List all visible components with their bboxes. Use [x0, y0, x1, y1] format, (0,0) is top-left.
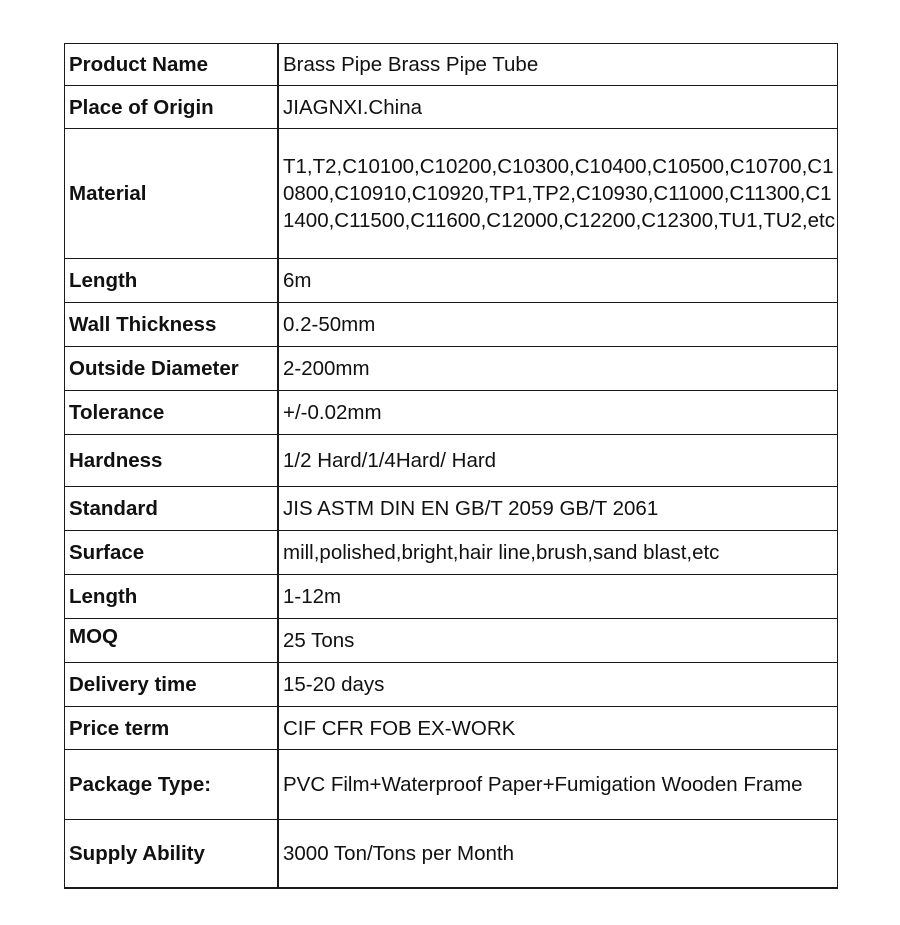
row-label: Delivery time [65, 663, 279, 707]
table-row [65, 303, 838, 347]
table-row [65, 129, 838, 259]
row-label: MOQ [65, 619, 279, 663]
row-value: CIF CFR FOB EX-WORK [278, 707, 838, 750]
table-row [65, 435, 838, 487]
row-value: 6m [278, 259, 838, 303]
row-value: mill,polished,bright,hair line,brush,sand blast,etc [278, 531, 838, 575]
row-value: 1-12m [278, 575, 838, 619]
product-spec-table [64, 43, 838, 889]
row-label: Wall Thickness [65, 303, 279, 347]
row-label: Length [65, 259, 279, 303]
table-row [65, 619, 838, 663]
table-row [65, 663, 838, 707]
row-label: Outside Diameter [65, 347, 279, 391]
row-label: Supply Ability [65, 820, 279, 888]
table-row [65, 531, 838, 575]
row-label: Standard [65, 487, 279, 531]
table-row [65, 575, 838, 619]
table-row [65, 44, 838, 86]
row-value: JIS ASTM DIN EN GB/T 2059 GB/T 2061 [278, 487, 838, 531]
row-label: Product Name [65, 44, 279, 86]
row-value: T1,T2,C10100,C10200,C10300,C10400,C10500,C10700,C10800,C10910,C10920,TP1,TP2,C10930,C11000,C11300,C11400,C11500,C11600,C12000,C12200,C12300,TU1,TU2,etc [278, 129, 838, 259]
row-label: Place of Origin [65, 86, 279, 129]
row-value: JIAGNXI.China [278, 86, 838, 129]
row-label: Length [65, 575, 279, 619]
table-row [65, 820, 838, 888]
table-row [65, 750, 838, 820]
row-value: 15-20 days [278, 663, 838, 707]
table-row [65, 707, 838, 750]
row-label: Tolerance [65, 391, 279, 435]
row-label: Surface [65, 531, 279, 575]
row-value: 1/2 Hard/1/4Hard/ Hard [278, 435, 838, 487]
row-value: 3000 Ton/Tons per Month [278, 820, 838, 888]
row-label: Package Type: [65, 750, 279, 820]
row-label: Price term [65, 707, 279, 750]
table-row [65, 259, 838, 303]
table-row [65, 347, 838, 391]
row-value: 25 Tons [278, 619, 838, 663]
row-value: 0.2-50mm [278, 303, 838, 347]
row-label: Hardness [65, 435, 279, 487]
table-row [65, 391, 838, 435]
row-value: Brass Pipe Brass Pipe Tube [278, 44, 838, 86]
row-value: PVC Film+Waterproof Paper+Fumigation Wooden Frame [278, 750, 838, 820]
row-value: +/-0.02mm [278, 391, 838, 435]
table-row [65, 487, 838, 531]
table-row [65, 86, 838, 129]
row-label: Material [65, 129, 279, 259]
row-value: 2-200mm [278, 347, 838, 391]
